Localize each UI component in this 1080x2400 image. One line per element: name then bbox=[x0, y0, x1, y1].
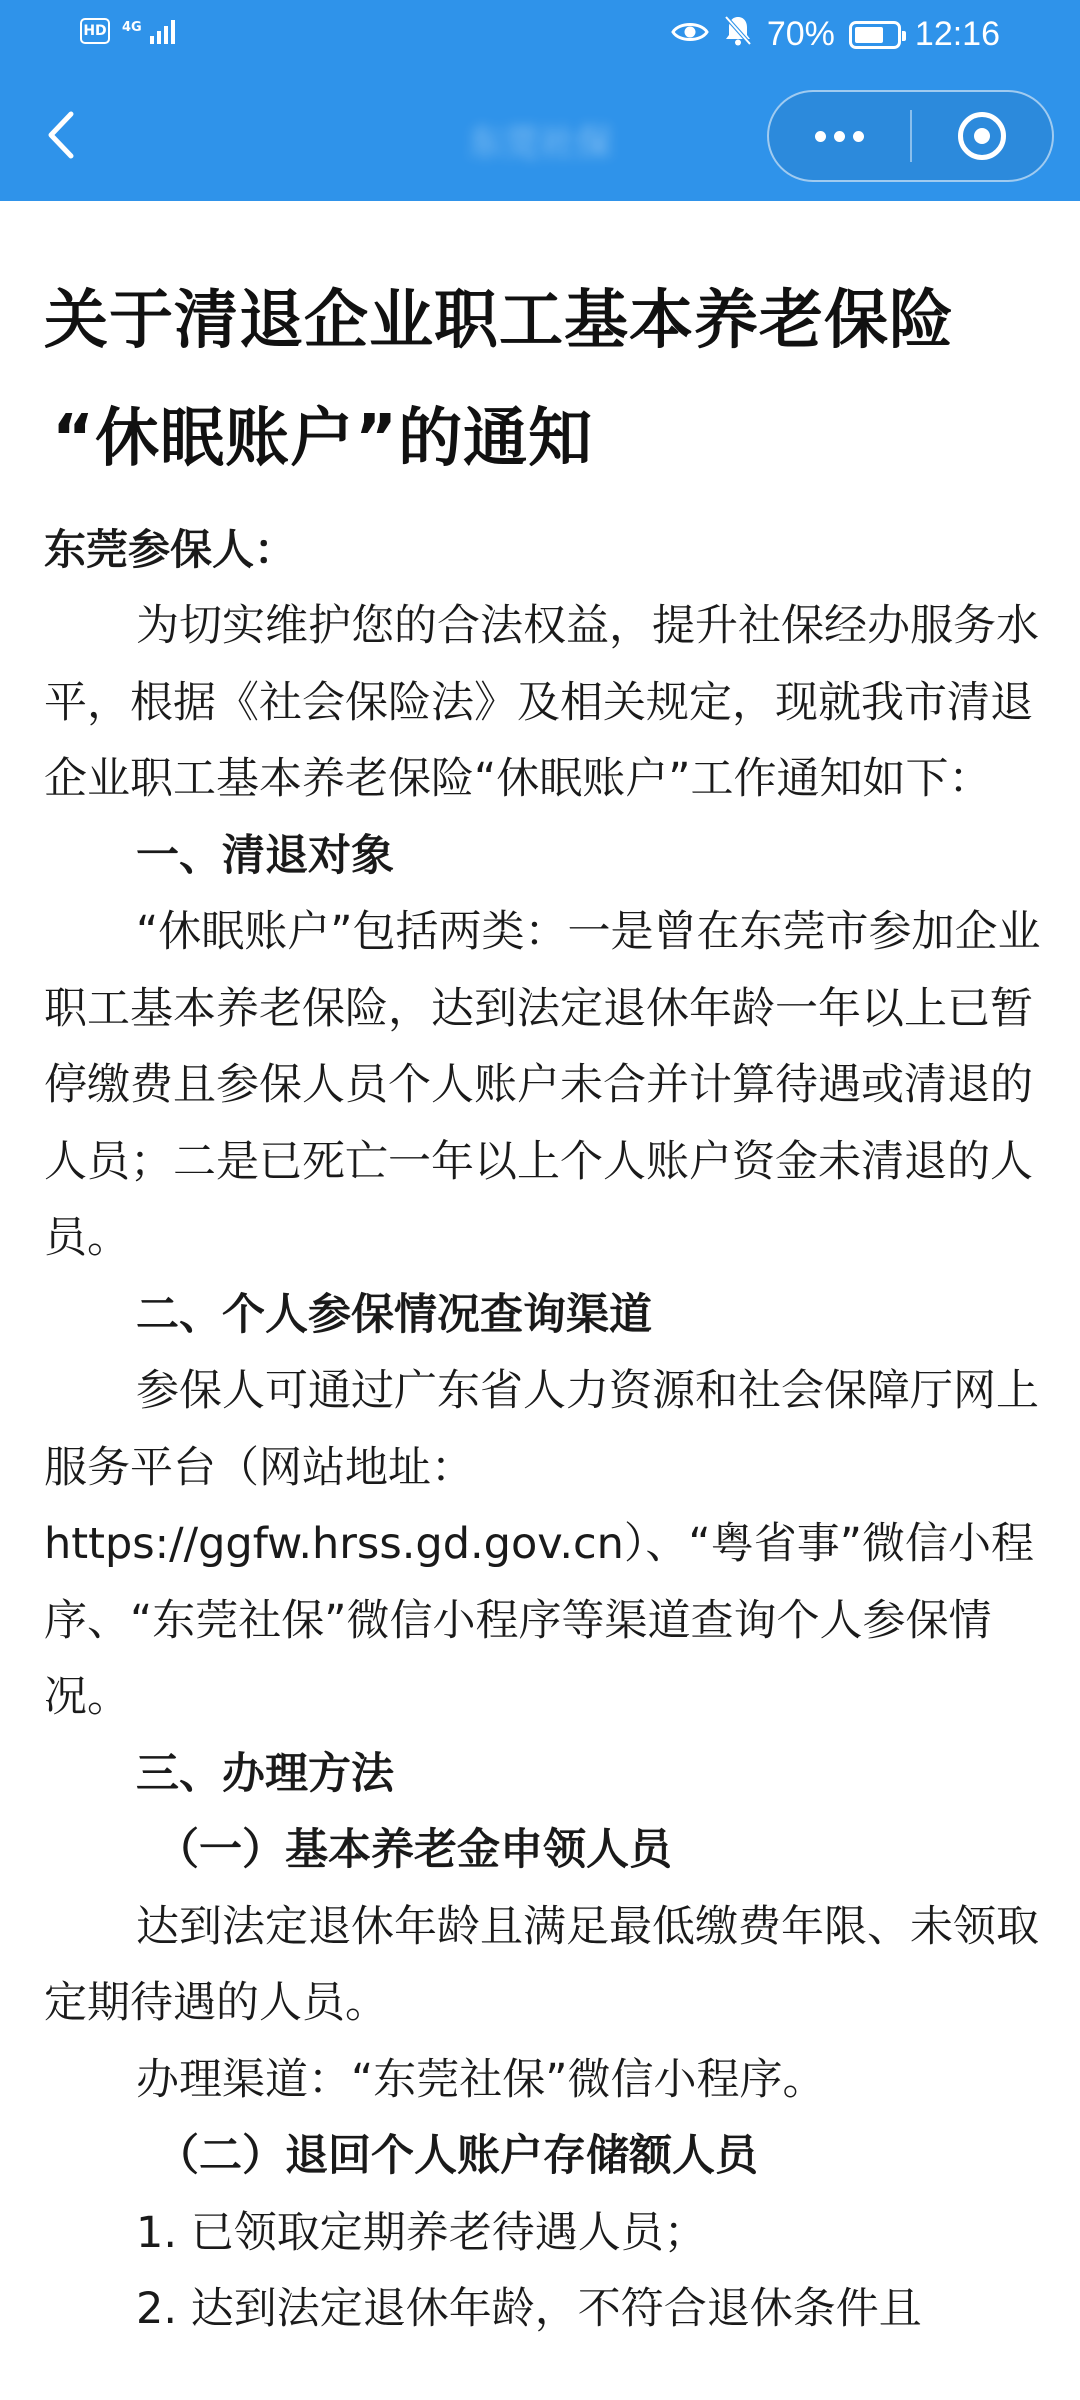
close-button[interactable] bbox=[912, 92, 1053, 180]
back-button[interactable] bbox=[30, 100, 90, 170]
clock: 12:16 bbox=[914, 15, 1000, 53]
list-item: 1. 已领取定期养老待遇人员； bbox=[136, 2207, 707, 2258]
status-bar-right bbox=[671, 14, 1000, 55]
mini-program-capsule bbox=[767, 90, 1054, 182]
title-line-1: 关于清退企业职工基本养老保险 bbox=[44, 284, 954, 358]
intro-paragraph: 为切实维护您的合法权益，提升社保经办服务水平，根据《社会保险法》及相关规定，现就我市清退企业职工基本养老保险“休眠账户”工作通知如下： bbox=[44, 601, 1039, 804]
status-bar-left bbox=[80, 18, 175, 44]
chevron-left-icon bbox=[43, 110, 77, 160]
salutation: 东莞参保人： bbox=[44, 525, 297, 574]
subsection-heading-2: （二）退回个人账户存储额人员 bbox=[156, 2131, 758, 2181]
section-heading-2: 二、个人参保情况查询渠道 bbox=[136, 1289, 652, 1340]
section-heading-1: 一、清退对象 bbox=[136, 830, 394, 881]
network-type: 4G bbox=[122, 19, 142, 35]
article-title bbox=[44, 262, 1044, 498]
subsection-1-body: 达到法定退休年龄且满足最低缴费年限、未领取定期待遇的人员。 bbox=[44, 1901, 1039, 2028]
subsection-1-channel: 办理渠道：“东莞社保”微信小程序。 bbox=[136, 2054, 826, 2105]
battery-percent: 70% bbox=[766, 15, 835, 53]
target-circle-icon bbox=[958, 112, 1006, 160]
top-bar bbox=[0, 0, 1080, 201]
mute-bell-icon bbox=[723, 14, 753, 55]
section-2-body-rest: https://ggfw.hrss.gd.gov.cn）、“粤省事”微信小程序、“东莞社保”微信小程序等渠道查询个人参保情况。 bbox=[44, 1519, 1034, 1722]
hd-badge: HD bbox=[80, 18, 110, 44]
subsection-heading-1: （一）基本养老金申领人员 bbox=[156, 1825, 672, 1875]
more-dots-icon bbox=[815, 131, 864, 142]
section-1-body: “休眠账户”包括两类：一是曾在东莞市参加企业职工基本养老保险，达到法定退休年龄一年以上已暂停缴费且参保人员个人账户未合并计算待遇或清退的人员；二是已死亡一年以上个人账户资金未清退的人员。 bbox=[44, 907, 1041, 1263]
section-2-body-line-1: 参保人可通过广东省人力资源和社会保障厅网上服务平台（网站地址： bbox=[44, 1366, 1039, 1493]
eye-icon bbox=[671, 15, 709, 54]
page-title: 东莞社保 bbox=[467, 123, 612, 164]
title-line-2: “休眠账户”的通知 bbox=[52, 402, 594, 476]
section-heading-3: 三、办理方法 bbox=[136, 1748, 394, 1799]
list-item: 2. 达到法定退休年龄，不符合退休条件且 bbox=[136, 2284, 922, 2334]
signal-icon bbox=[150, 18, 175, 44]
battery-icon bbox=[849, 21, 901, 49]
article bbox=[44, 262, 1044, 2348]
more-button[interactable] bbox=[769, 92, 910, 180]
